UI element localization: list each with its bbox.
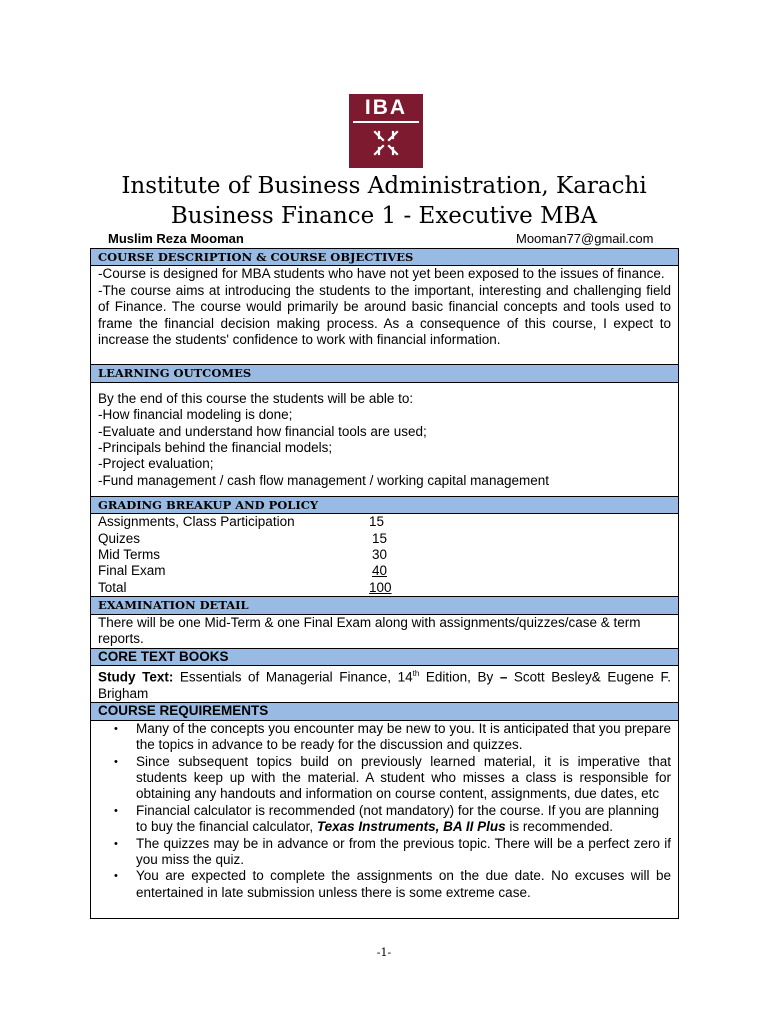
- bullet-icon: •: [114, 837, 118, 850]
- exam-detail-text: There will be one Mid-Term & one Final Exam along with assignments/quizzes/case & term reports.: [98, 614, 641, 647]
- institute-title: Institute of Business Administration, Karachi: [121, 173, 647, 199]
- textbook-edition: Edition, By: [419, 669, 500, 685]
- bullet-icon: •: [114, 804, 118, 817]
- grade-value: 40: [371, 563, 387, 579]
- requirement-item: [91, 836, 671, 869]
- section-body-description: [91, 266, 679, 365]
- textbook-edition-suffix: th: [412, 669, 420, 679]
- grade-row: [98, 514, 671, 530]
- section-body-exam: [91, 614, 679, 648]
- description-paragraph: -Course is designed for MBA students who have not yet been exposed to the issues of finance.: [98, 266, 665, 282]
- requirement-item: [91, 721, 671, 754]
- section-heading: COURSE DESCRIPTION & COURSE OBJECTIVES: [98, 250, 414, 264]
- section-heading: CORE TEXT BOOKS: [98, 648, 229, 664]
- grade-row: [98, 547, 671, 563]
- section-heading: LEARNING OUTCOMES: [98, 366, 252, 381]
- grade-value: 15: [371, 530, 387, 546]
- requirement-item: [91, 868, 671, 901]
- section-body-requirements: [91, 720, 679, 918]
- description-paragraph: -The course aims at introducing the students to the important, interesting and challenging field of Finance. The course would primarily be around basic financial concepts and tools used to frame the financial decision making process. As a consequence of this course, I expect to increase the students' confidence to work with financial information.: [98, 282, 671, 348]
- section-header-textbooks: [91, 648, 679, 665]
- grade-row: [98, 563, 671, 579]
- grade-label: Assignments, Class Participation: [98, 514, 295, 530]
- section-header-requirements: [91, 703, 679, 720]
- author-email: Mooman77@gmail.com: [516, 231, 654, 246]
- outcome-item: -How financial modeling is done;: [98, 407, 293, 423]
- logo-text: IBA: [364, 96, 408, 119]
- requirement-text: Financial calculator is recommended (not mandatory) for the course. If you are planning to buy the financial calculator,: [136, 802, 660, 835]
- section-header-exam: [91, 597, 679, 614]
- grade-value: 30: [371, 547, 387, 563]
- requirement-text: The quizzes may be in advance or from the previous topic. There will be a perfect zero if you miss the quiz.: [136, 835, 671, 868]
- requirements-list: [91, 721, 671, 901]
- logo-divider: [353, 121, 419, 123]
- requirement-item: [91, 754, 671, 803]
- requirement-text: Many of the concepts you encounter may be new to you. It is anticipated that you prepare the topics in advance to be ready for the discussion and quizzes.: [136, 720, 671, 753]
- requirement-text: You are expected to complete the assignments on the due date. No excuses will be entertained in late submission unless there is some extreme case.: [136, 868, 671, 900]
- section-header-outcomes: [91, 365, 679, 382]
- textbook-dash: –: [499, 669, 508, 685]
- requirement-text: is recommended.: [505, 819, 613, 835]
- grade-label: Quizes: [98, 530, 141, 546]
- grade-value: 100: [369, 579, 392, 595]
- grade-row: [98, 580, 671, 596]
- section-heading: COURSE REQUIREMENTS: [98, 703, 269, 719]
- section-heading: EXAMINATION DETAIL: [98, 598, 249, 613]
- logo-emblem-icon: [372, 129, 400, 157]
- grade-row: [98, 531, 671, 547]
- bullet-icon: •: [114, 755, 118, 768]
- course-title: Business Finance 1 - Executive MBA: [170, 203, 598, 229]
- textbook-entry: [98, 666, 671, 702]
- outcome-item: -Principals behind the financial models;: [98, 440, 333, 456]
- grade-label: Mid Terms: [98, 547, 161, 563]
- grade-label: Total: [98, 579, 127, 595]
- outcomes-intro: By the end of this course the students will be able to:: [98, 390, 414, 406]
- outcome-item: -Fund management / cash flow management / working capital management: [98, 472, 549, 488]
- page-number: -1-: [376, 946, 392, 959]
- section-body-outcomes: [91, 382, 679, 496]
- outcome-item: -Evaluate and understand how financial tools are used;: [98, 423, 427, 439]
- textbook-authors: Scott Besley& Eugene F. Brigham: [98, 669, 671, 701]
- grade-value: 15: [368, 514, 384, 530]
- author-name: Muslim Reza Mooman: [108, 231, 244, 246]
- iba-logo: [349, 94, 423, 168]
- calculator-model: Texas Instruments, BA II Plus: [316, 819, 506, 835]
- course-outline-table: [90, 248, 679, 919]
- requirement-text: Since subsequent topics build on previously learned material, it is imperative that students keep up with the material. A student who misses a class is responsible for obtaining any handouts and information on course content, assignments, due dates, etc: [136, 753, 671, 802]
- section-body-textbooks: [91, 666, 679, 703]
- grade-label: Final Exam: [98, 563, 166, 579]
- bullet-icon: •: [114, 870, 118, 883]
- section-body-grading: [91, 514, 679, 597]
- section-heading: GRADING BREAKUP AND POLICY: [98, 497, 319, 512]
- textbook-label: Study Text:: [98, 669, 174, 685]
- textbook-title: Essentials of Managerial Finance, 14: [173, 669, 413, 685]
- section-header-description: [91, 249, 679, 266]
- bullet-icon: •: [114, 722, 118, 735]
- section-header-grading: [91, 496, 679, 513]
- requirement-item: [91, 803, 671, 836]
- outcome-item: -Project evaluation;: [98, 456, 214, 472]
